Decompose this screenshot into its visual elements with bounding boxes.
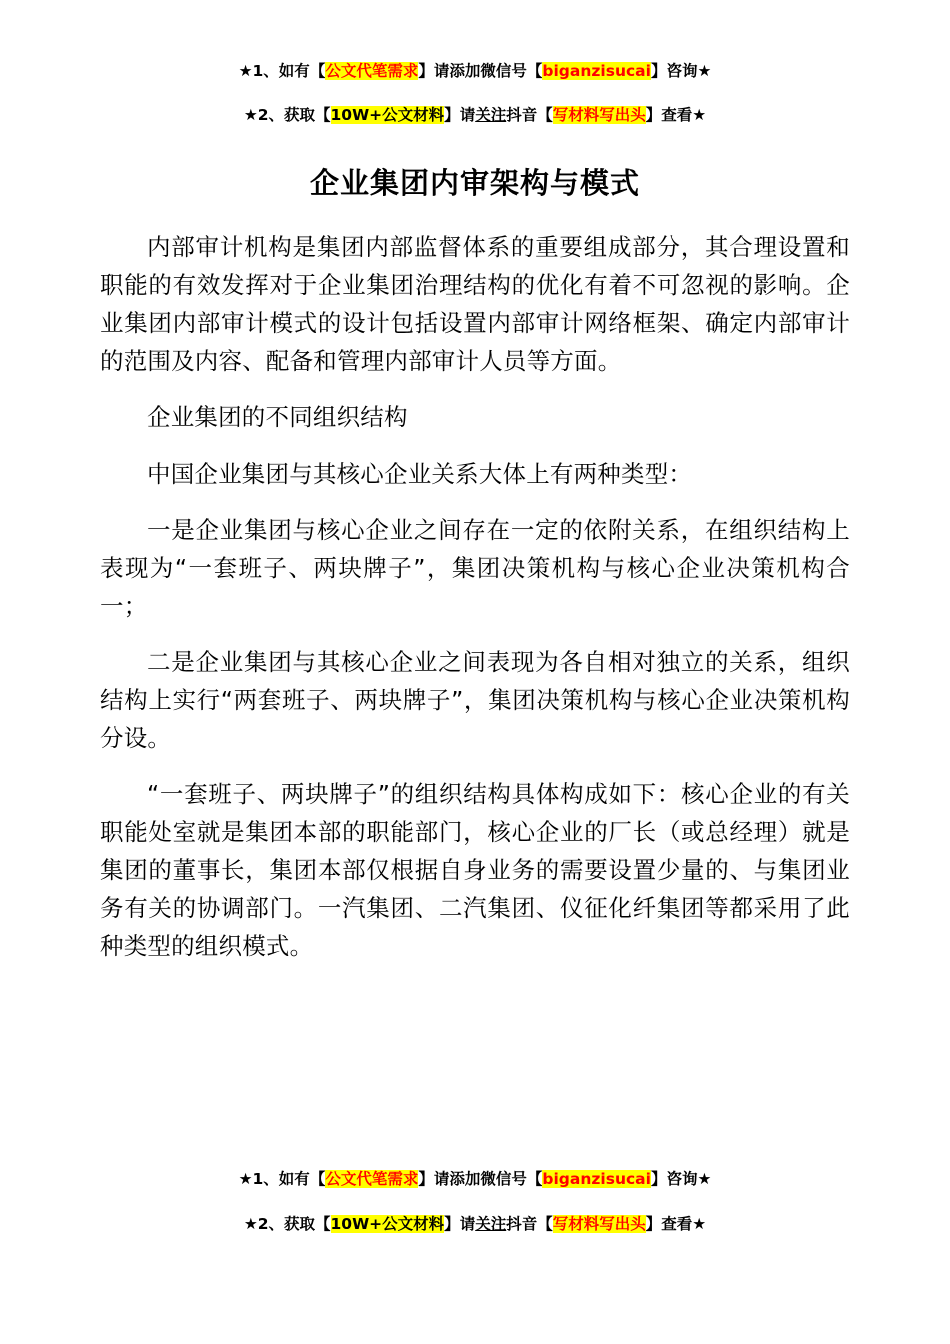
promo-line1-prefix: ★1、如有 (238, 62, 310, 80)
promo-line1-bracket-open: 【 (309, 62, 326, 80)
promo-line2-highlight2: 写材料写出头 (552, 1214, 646, 1233)
promo-line1-bracket-close2: 】 (650, 62, 667, 80)
promo-line2-bracket-close2: 】 (645, 105, 662, 124)
promo-line2-bracket-close2: 】 (645, 1214, 662, 1233)
promo-line2-prefix: ★2、获取 (243, 1214, 315, 1233)
promo-line2-bracket-open: 【 (315, 105, 331, 124)
promo-line2-middle-underline: 关注 (475, 1214, 507, 1233)
promo-line1-bracket-open2: 【 (526, 62, 543, 80)
promo-line2-suffix: 查看★ (661, 1214, 707, 1233)
promo-line1-highlight2: biganzisucai (542, 62, 651, 80)
promo-line2-highlight: 10W+公文材料 (330, 1214, 445, 1233)
promo-line2-suffix: 查看★ (661, 105, 707, 124)
promo-banner-line-2 (100, 106, 850, 125)
promo-banner-line-1-bottom (100, 1170, 850, 1189)
promo-banner-line-1 (100, 62, 850, 81)
page-title: 企业集团内审架构与模式 (309, 166, 640, 201)
promo-line2-highlight2: 写材料写出头 (552, 105, 646, 124)
promo-line1-bracket-close2: 】 (650, 1170, 667, 1188)
promo-line2-bracket-open: 【 (315, 1214, 331, 1233)
paragraph: 中国企业集团与其核心企业关系大体上有两种类型： (147, 459, 693, 488)
promo-line2-middle-plain2: 抖音 (506, 105, 538, 124)
promo-banner-line-2-bottom (100, 1215, 850, 1234)
document-body (100, 228, 850, 965)
promo-line2-prefix: ★2、获取 (243, 105, 315, 124)
promo-line1-middle: 请添加微信号 (433, 62, 527, 80)
promo-line2-bracket-close: 】 (444, 105, 460, 124)
promo-line1-highlight: 公文代笔需求 (325, 62, 419, 80)
promo-line1-bracket-close: 】 (418, 62, 434, 80)
promo-line1-middle: 请添加微信号 (433, 1170, 527, 1188)
promo-line1-bracket-open: 【 (309, 1170, 326, 1188)
promo-line1-bracket-open2: 【 (526, 1170, 543, 1188)
promo-line1-bracket-close: 】 (418, 1170, 434, 1188)
promo-banner-bottom (100, 1170, 850, 1233)
paragraph: 一是企业集团与核心企业之间存在一定的依附关系，在组织结构上表现为“一套班子、两块牌子”，集团决策机构与核心企业决策机构合一； (100, 515, 850, 620)
promo-line2-highlight: 10W+公文材料 (330, 105, 445, 124)
promo-line2-bracket-open2: 【 (537, 105, 553, 124)
promo-line1-prefix: ★1、如有 (238, 1170, 310, 1188)
promo-line2-middle-plain: 请 (459, 1214, 476, 1233)
paragraph: “一套班子、两块牌子”的组织结构具体构成如下：核心企业的有关职能处室就是集团本部的职能部门，核心企业的厂长（或总经理）就是集团的董事长，集团本部仅根据自身业务的需要设置少量的、与集团业务有关的协调部门。一汽集团、二汽集团、仪征化纤集团等都采用了此种类型的组织模式。 (100, 779, 850, 961)
promo-line2-bracket-close: 】 (444, 1214, 460, 1233)
promo-line1-highlight2: biganzisucai (542, 1170, 651, 1188)
promo-line1-suffix: 咨询★ (666, 1170, 712, 1188)
paragraph: 内部审计机构是集团内部监督体系的重要组成部分，其合理设置和职能的有效发挥对于企业集团治理结构的优化有着不可忽视的影响。企业集团内部审计模式的设计包括设置内部审计网络框架、确定内部审计的范围及内容、配备和管理内部审计人员等方面。 (100, 233, 850, 376)
promo-line1-suffix: 咨询★ (666, 62, 712, 80)
promo-line2-middle-underline: 关注 (475, 105, 507, 124)
paragraph: 二是企业集团与其核心企业之间表现为各自相对独立的关系，组织结构上实行“两套班子、两块牌子”，集团决策机构与核心企业决策机构分设。 (100, 647, 850, 752)
promo-line2-middle-plain2: 抖音 (506, 1214, 538, 1233)
paragraph: 企业集团的不同组织结构 (147, 403, 408, 432)
promo-line2-middle-plain: 请 (459, 105, 476, 124)
promo-line1-highlight: 公文代笔需求 (325, 1170, 419, 1188)
promo-line2-bracket-open2: 【 (537, 1214, 553, 1233)
